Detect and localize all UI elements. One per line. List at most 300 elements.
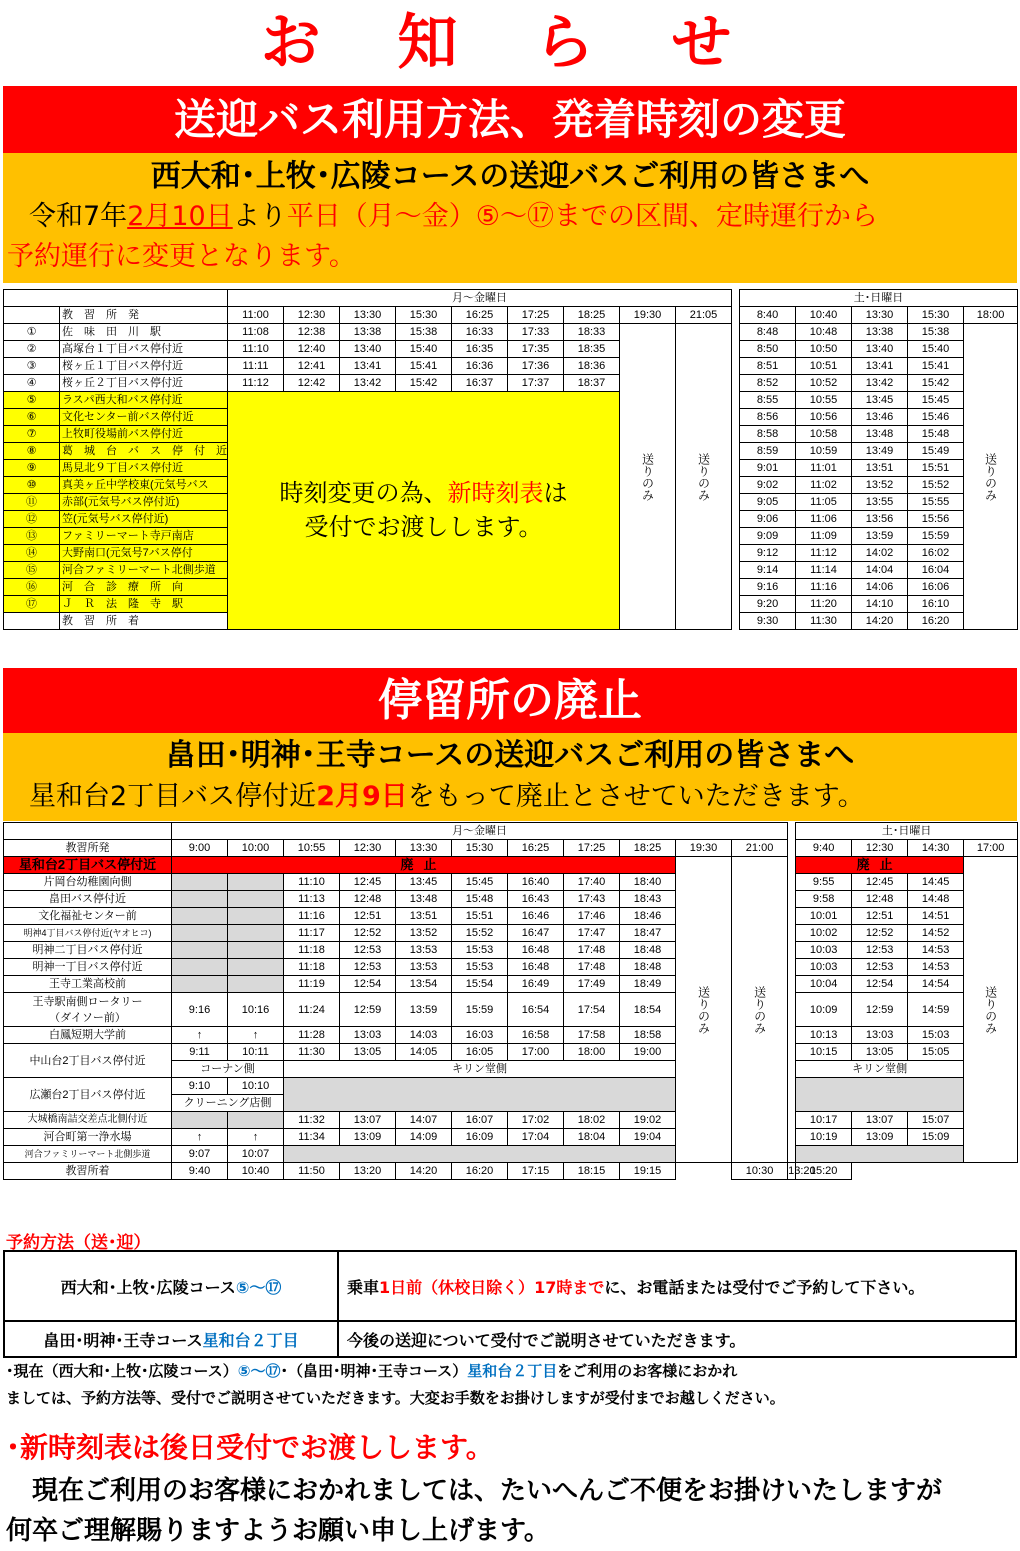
stop-number: ⑥ — [4, 409, 60, 426]
wd-time: 18:54 — [620, 993, 676, 1027]
we-time: 12:53 — [852, 959, 908, 976]
spacer — [788, 823, 796, 840]
we-time: 15:45 — [908, 392, 964, 409]
empty-cell — [228, 1112, 284, 1129]
spacer — [788, 1078, 796, 1095]
we-time: 9:01 — [740, 460, 796, 477]
table-row — [4, 823, 1018, 840]
wd-time: 17:15 — [508, 1163, 564, 1180]
we-time: 10:56 — [796, 409, 852, 426]
we-time: 8:52 — [740, 375, 796, 392]
stop-number: ⑦ — [4, 426, 60, 443]
stop-name: 馬見北９丁目バス停付近 — [60, 460, 228, 477]
we-depart-time: 14:30 — [908, 840, 964, 857]
spacer — [788, 1027, 796, 1044]
range: ⑤～⑰ — [237, 1362, 281, 1380]
empty-cell — [172, 874, 228, 891]
spacer — [732, 511, 740, 528]
spacer — [732, 613, 740, 630]
wd-time: 16:35 — [452, 341, 508, 358]
stop-number: ⑯ — [4, 579, 60, 596]
stop-name: 真美ヶ丘中学校東(元気号バス — [60, 477, 228, 494]
wd-time: 13:52 — [396, 925, 452, 942]
wd-depart-time: 19:30 — [676, 840, 732, 857]
wd-time: 13:38 — [340, 324, 396, 341]
we-time: 9:14 — [740, 562, 796, 579]
section2-line1 — [3, 777, 1017, 817]
we-time: 11:20 — [796, 596, 852, 613]
wd-time: 18:35 — [564, 341, 620, 358]
wd-time: 18:48 — [620, 959, 676, 976]
reservation-heading: 予約方法（送･迎） — [6, 1233, 151, 1253]
we-time: 14:10 — [852, 596, 908, 613]
we-time: 14:53 — [908, 942, 964, 959]
we-time: 13:42 — [852, 375, 908, 392]
spacer — [788, 1129, 796, 1146]
stop-name: 片岡台幼稚園向側 — [4, 874, 172, 891]
spacer — [732, 324, 740, 341]
weekend-header: 土･日曜日 — [740, 290, 1018, 307]
wd-time: 17:04 — [508, 1129, 564, 1146]
we-time: 13:51 — [852, 460, 908, 477]
stop-name — [4, 993, 172, 1027]
wd-depart-time: 17:25 — [564, 840, 620, 857]
timetable-change-message — [228, 392, 620, 630]
we-time: 8:50 — [740, 341, 796, 358]
stop-name: 白鳳短期大学前 — [4, 1027, 172, 1044]
wd-time: 17:40 — [564, 874, 620, 891]
stop-name: 桜ヶ丘２丁目バス停付近 — [60, 375, 228, 392]
reservation-table — [3, 1250, 1017, 1358]
wd-time: 15:53 — [452, 942, 508, 959]
spacer — [788, 1061, 796, 1078]
we-time: 12:53 — [852, 942, 908, 959]
wd-time: 12:53 — [340, 959, 396, 976]
we-time: 14:48 — [908, 891, 964, 908]
we-time: 11:05 — [796, 494, 852, 511]
we-time: 14:54 — [908, 976, 964, 993]
empty-cell — [284, 1146, 676, 1163]
spacer — [788, 857, 796, 874]
we-time: 10:19 — [796, 1129, 852, 1146]
wd-time: 13:42 — [340, 375, 396, 392]
wd-time: 13:53 — [396, 942, 452, 959]
we-time: 13:40 — [852, 341, 908, 358]
wd-time: 11:28 — [284, 1027, 340, 1044]
wd-time: 16:37 — [452, 375, 508, 392]
side-label: コーナン側 — [172, 1061, 284, 1078]
deadline: 1日前（休校日除く）17時まで — [379, 1277, 605, 1297]
we-time: 14:45 — [908, 874, 964, 891]
wd-depart-time: 16:25 — [508, 840, 564, 857]
stop-name: 河合町第一浄水場 — [4, 1129, 172, 1146]
empty-cell — [172, 942, 228, 959]
weekday-header: 月～金曜日 — [172, 823, 788, 840]
wd-time: 13:05 — [340, 1044, 396, 1061]
text: ･（畠田･明神･王寺コース） — [280, 1362, 468, 1380]
stop-number: ④ — [4, 375, 60, 392]
we-time: 16:10 — [908, 596, 964, 613]
we-time: 13:46 — [852, 409, 908, 426]
wd-depart-time: 16:25 — [452, 307, 508, 324]
empty-cell — [228, 874, 284, 891]
we-time: 12:48 — [852, 891, 908, 908]
wd-time: 19:04 — [620, 1129, 676, 1146]
wd-time: 18:49 — [620, 976, 676, 993]
empty-cell — [228, 976, 284, 993]
table-row — [4, 959, 1018, 976]
wd-time: 11:30 — [284, 1044, 340, 1061]
we-time: 16:20 — [908, 613, 964, 630]
wd-depart-time: 10:00 — [228, 840, 284, 857]
we-depart-time: 10:40 — [796, 307, 852, 324]
stop-name: 佐 味 田 川 駅 — [60, 324, 228, 341]
wd-time: 14:09 — [396, 1129, 452, 1146]
wd-depart-time: 13:30 — [396, 840, 452, 857]
we-time: 14:52 — [908, 925, 964, 942]
we-time: 14:59 — [908, 993, 964, 1027]
wd-time: 13:59 — [396, 993, 452, 1027]
wd-time: 17:47 — [564, 925, 620, 942]
wd-time: 9:40 — [172, 1163, 228, 1180]
change-date: 2月10日 — [127, 201, 233, 232]
wd-depart-time: 15:30 — [396, 307, 452, 324]
wd-time: 18:04 — [564, 1129, 620, 1146]
stop-name-line: （ダイソー前） — [49, 1011, 126, 1024]
drop-off-only-label: 送りのみ — [983, 985, 998, 1034]
we-time: 10:02 — [796, 925, 852, 942]
wd-time: 15:40 — [396, 341, 452, 358]
wd-time: 15:41 — [396, 358, 452, 375]
spacer — [732, 409, 740, 426]
arrive-label: 教 習 所 着 — [60, 613, 228, 630]
wd-time: 10:11 — [228, 1044, 284, 1061]
we-time: 10:58 — [796, 426, 852, 443]
empty-cell — [228, 891, 284, 908]
section2-info — [3, 733, 1017, 821]
wd-time: 16:43 — [508, 891, 564, 908]
wd-time: 17:43 — [564, 891, 620, 908]
empty-cell — [228, 908, 284, 925]
we-time: 15:55 — [908, 494, 964, 511]
table-row — [4, 942, 1018, 959]
we-time: 15:46 — [908, 409, 964, 426]
drop-off-only — [964, 324, 1018, 630]
stop-number: ⑨ — [4, 460, 60, 477]
wd-time: 15:54 — [452, 976, 508, 993]
stop-number: ⑪ — [4, 494, 60, 511]
course-stop: 星和台２丁目 — [202, 1330, 299, 1350]
wd-time: 9:16 — [172, 993, 228, 1027]
wd-time: 11:10 — [228, 341, 284, 358]
we-time: 13:03 — [852, 1027, 908, 1044]
wd-time: 11:08 — [228, 324, 284, 341]
drop-off-only-label: 送りのみ — [640, 452, 655, 501]
stop-number: ⑰ — [4, 596, 60, 613]
we-time: 8:58 — [740, 426, 796, 443]
we-time: 10:51 — [796, 358, 852, 375]
we-time: 10:09 — [796, 993, 852, 1027]
we-time: 15:59 — [908, 528, 964, 545]
section1-info — [3, 153, 1017, 283]
wd-time: 13:03 — [340, 1027, 396, 1044]
we-time: 8:55 — [740, 392, 796, 409]
same-as-above-arrow: ↑ — [228, 1129, 284, 1146]
timetable-1 — [3, 289, 1018, 630]
wd-time: 11:16 — [284, 908, 340, 925]
wd-time: 18:02 — [564, 1112, 620, 1129]
stop-name: 文化センター前バス停付近 — [60, 409, 228, 426]
depart-label: 教 習 所 発 — [60, 307, 228, 324]
spacer — [788, 874, 796, 891]
stop-number: ③ — [4, 358, 60, 375]
spacer — [788, 908, 796, 925]
wd-depart-time: 19:30 — [620, 307, 676, 324]
stop-name: 広瀬台2丁目バス停付近 — [4, 1078, 172, 1112]
wd-time: 16:54 — [508, 993, 564, 1027]
stop-name: 王寺工業高校前 — [4, 976, 172, 993]
table-row — [4, 375, 1018, 392]
wd-time: 17:58 — [564, 1027, 620, 1044]
wd-time: 18:15 — [564, 1163, 620, 1180]
we-time: 15:48 — [908, 426, 964, 443]
wd-time: 14:07 — [396, 1112, 452, 1129]
abolish-text: をもって廃止とさせていただきます。 — [407, 781, 865, 812]
note-line2: ましては、予約方法等、受付でご説明させていただきます。大変お手数をお掛けしますが受付までお越しください。 — [6, 1389, 785, 1407]
wd-time: 12:52 — [340, 925, 396, 942]
drop-off-only — [732, 857, 788, 1163]
note-line1 — [6, 1358, 737, 1384]
empty-cell — [172, 891, 228, 908]
we-time: 13:20 — [788, 1163, 796, 1180]
wd-time: 18:48 — [620, 942, 676, 959]
resv-text-2: 今後の送迎について受付でご説明させていただきます。 — [338, 1321, 1016, 1357]
we-time: 8:56 — [740, 409, 796, 426]
msg: は — [543, 479, 568, 507]
wd-time: 10:07 — [228, 1146, 284, 1163]
table-row — [4, 993, 1018, 1027]
wd-time: 11:12 — [228, 375, 284, 392]
we-time: 15:38 — [908, 324, 964, 341]
stop-name: 教習所着 — [4, 1163, 172, 1180]
we-time: 13:09 — [852, 1129, 908, 1146]
spacer — [732, 562, 740, 579]
wd-time: 16:05 — [452, 1044, 508, 1061]
stop-number: ① — [4, 324, 60, 341]
we-time: 12:45 — [852, 874, 908, 891]
wd-time: 17:35 — [508, 341, 564, 358]
wd-depart-time: 18:25 — [620, 840, 676, 857]
table-row — [4, 1044, 1018, 1061]
we-time: 15:51 — [908, 460, 964, 477]
spacer — [788, 942, 796, 959]
stop-name: 葛 城 台 バ ス 停 付 近 — [60, 443, 228, 460]
spacer — [732, 494, 740, 511]
we-time: 15:52 — [908, 477, 964, 494]
we-time: 9:12 — [740, 545, 796, 562]
wd-time: 17:49 — [564, 976, 620, 993]
we-time: 14:06 — [852, 579, 908, 596]
wd-time: 11:19 — [284, 976, 340, 993]
stop-number: ⑫ — [4, 511, 60, 528]
table-row — [4, 1129, 1018, 1146]
wd-time: 13:51 — [396, 908, 452, 925]
same-as-above-arrow: ↑ — [172, 1027, 228, 1044]
drop-off-only — [676, 857, 732, 1163]
drop-off-only — [676, 324, 732, 630]
empty-cell — [284, 1078, 676, 1112]
spacer — [732, 477, 740, 494]
wd-time: 11:17 — [284, 925, 340, 942]
stop-name-line: 王寺駅南側ロータリー — [32, 995, 143, 1008]
we-time: 14:20 — [852, 613, 908, 630]
wd-time: 13:07 — [340, 1112, 396, 1129]
wd-time: 13:41 — [340, 358, 396, 375]
wd-time: 12:41 — [284, 358, 340, 375]
we-time: 10:15 — [796, 1044, 852, 1061]
wd-time: 16:33 — [452, 324, 508, 341]
wd-time: 16:36 — [452, 358, 508, 375]
we-time: 16:04 — [908, 562, 964, 579]
stop-name: 桜ヶ丘１丁目バス停付近 — [60, 358, 228, 375]
wd-time: 18:00 — [564, 1044, 620, 1061]
we-time: 9:09 — [740, 528, 796, 545]
wd-time: 15:38 — [396, 324, 452, 341]
empty-cell — [228, 959, 284, 976]
stop-number: ⑮ — [4, 562, 60, 579]
we-time: 11:16 — [796, 579, 852, 596]
we-time: 16:06 — [908, 579, 964, 596]
spacer — [732, 545, 740, 562]
stop-name: 明神4丁目バス停付近(ヤオヒコ) — [4, 925, 172, 942]
wd-time: 12:54 — [340, 976, 396, 993]
wd-time: 12:40 — [284, 341, 340, 358]
wd-time: 16:48 — [508, 942, 564, 959]
wd-depart-time: 11:00 — [228, 307, 284, 324]
stop-number: ⑩ — [4, 477, 60, 494]
we-time: 10:48 — [796, 324, 852, 341]
wd-time: 17:37 — [508, 375, 564, 392]
stop-name: 河 合 診 療 所 向 — [60, 579, 228, 596]
closing-line1: 現在ご利用のお客様におかれましては、たいへんご不便をお掛けいたしますが — [6, 1476, 943, 1506]
drop-off-only — [964, 857, 1018, 1163]
wd-time: 11:10 — [284, 874, 340, 891]
side-label: クリーニング店側 — [172, 1095, 284, 1112]
course-range: ⑤～⑰ — [235, 1277, 282, 1297]
spacer — [732, 460, 740, 477]
stop-name: 赤部(元気号バス停付近) — [60, 494, 228, 511]
wd-time: 17:02 — [508, 1112, 564, 1129]
era-date-text: 令和7年 — [29, 201, 128, 232]
closing-heading: ･新時刻表は後日受付でお渡しします。 — [6, 1431, 494, 1464]
we-time: 13:05 — [852, 1044, 908, 1061]
section2-subheading: 畠田･明神･王寺コースの送迎バスご利用の皆さまへ — [165, 738, 855, 773]
wd-time: 15:53 — [452, 959, 508, 976]
wd-time: 12:51 — [340, 908, 396, 925]
we-time: 15:40 — [908, 341, 964, 358]
wd-time: 11:50 — [284, 1163, 340, 1180]
stop-name: 大野南口(元気号7バス停付 — [60, 545, 228, 562]
we-time: 13:55 — [852, 494, 908, 511]
we-depart-time: 15:30 — [908, 307, 964, 324]
stop-name: 明神二丁目バス停付近 — [4, 942, 172, 959]
we-time: 8:59 — [740, 443, 796, 460]
stop-name: 笠(元気号バス停付近) — [60, 511, 228, 528]
section1-subheading: 西大和･上牧･広陵コースの送迎バスご利用の皆さまへ — [150, 159, 870, 194]
wd-time: 13:48 — [396, 891, 452, 908]
spacer — [732, 426, 740, 443]
we-time: 10:03 — [796, 959, 852, 976]
wd-time: 11:13 — [284, 891, 340, 908]
wd-depart-time: 21:00 — [732, 840, 788, 857]
table-row — [4, 1078, 1018, 1095]
wd-time: 13:54 — [396, 976, 452, 993]
abolished-stop-text: 星和台2丁目バス停付近 — [29, 781, 317, 812]
we-depart-time: 9:40 — [796, 840, 852, 857]
abolish-date: 2月9日 — [316, 781, 408, 812]
wd-time: 18:47 — [620, 925, 676, 942]
spacer — [732, 579, 740, 596]
stop-name: ファミリーマート寺戸南店 — [60, 528, 228, 545]
stop-name: 中山台2丁目バス停付近 — [4, 1044, 172, 1078]
empty-cell — [228, 925, 284, 942]
we-time: 15:42 — [908, 375, 964, 392]
text: ･現在（西大和･上牧･広陵コース） — [6, 1362, 238, 1380]
same-as-above-arrow: ↑ — [228, 1027, 284, 1044]
we-time: 14:02 — [852, 545, 908, 562]
spacer — [732, 443, 740, 460]
corner-cell — [4, 823, 172, 840]
wd-time: 18:33 — [564, 324, 620, 341]
spacer — [788, 891, 796, 908]
we-time: 9:30 — [740, 613, 796, 630]
we-time: 13:38 — [852, 324, 908, 341]
we-time: 10:13 — [796, 1027, 852, 1044]
we-time: 8:51 — [740, 358, 796, 375]
we-time: 12:54 — [852, 976, 908, 993]
wd-time: 12:48 — [340, 891, 396, 908]
we-time: 13:49 — [852, 443, 908, 460]
resv-text-1 — [338, 1251, 1016, 1321]
empty-cell — [172, 959, 228, 976]
we-time: 11:30 — [796, 613, 852, 630]
section1-band: 送迎バス利用方法、発着時刻の変更 — [3, 86, 1017, 153]
text: 乗車 — [347, 1277, 380, 1297]
we-depart-time: 12:30 — [852, 840, 908, 857]
table-row — [4, 341, 1018, 358]
wd-time: 13:20 — [340, 1163, 396, 1180]
wd-time: 15:52 — [452, 925, 508, 942]
stop-name: 明神一丁目バス停付近 — [4, 959, 172, 976]
we-time: 9:06 — [740, 511, 796, 528]
we-time: 15:56 — [908, 511, 964, 528]
table-row — [4, 840, 1018, 857]
we-time: 13:56 — [852, 511, 908, 528]
stop-number — [4, 613, 60, 630]
we-time: 15:07 — [908, 1112, 964, 1129]
drop-off-only-label: 送りのみ — [696, 985, 711, 1034]
we-depart-time: 8:40 — [740, 307, 796, 324]
we-time: 10:50 — [796, 341, 852, 358]
wd-time: 14:03 — [396, 1027, 452, 1044]
course-name: 西大和･上牧･広陵コース — [60, 1277, 236, 1297]
table-row — [4, 1146, 1018, 1163]
we-time: 10:30 — [732, 1163, 788, 1180]
wd-depart-time: 12:30 — [340, 840, 396, 857]
wd-depart-time: 12:30 — [284, 307, 340, 324]
wd-time: 16:20 — [452, 1163, 508, 1180]
wd-time: 14:20 — [396, 1163, 452, 1180]
